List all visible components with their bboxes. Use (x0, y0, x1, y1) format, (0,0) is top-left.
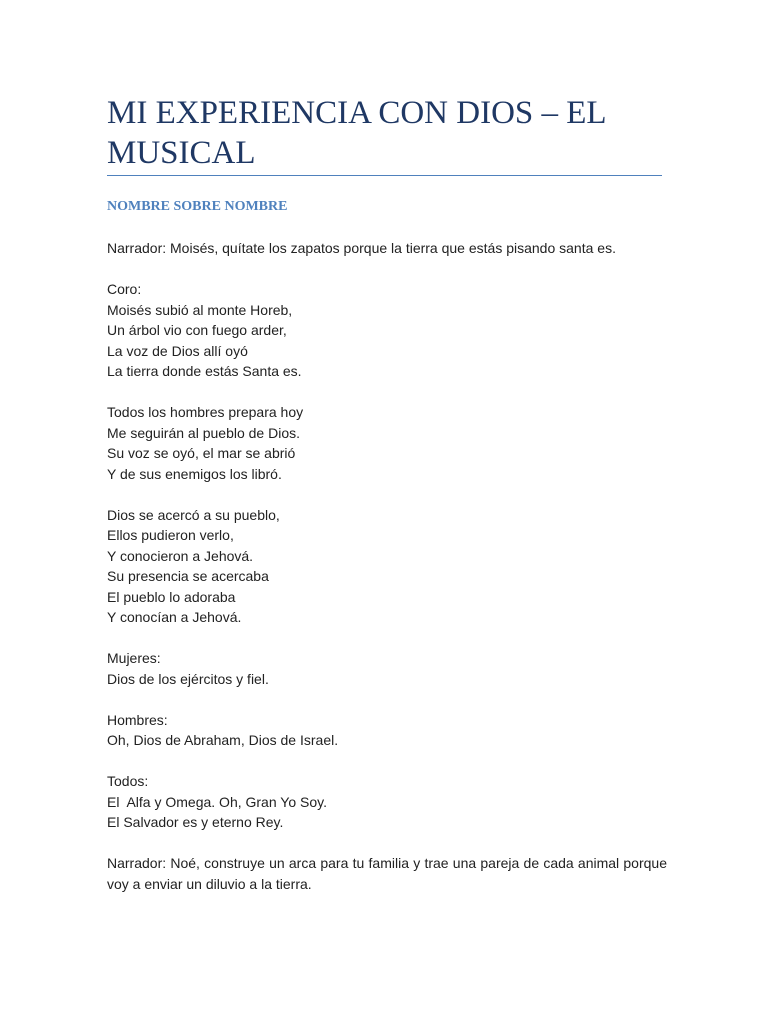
text-line: La tierra donde estás Santa es. (107, 363, 302, 379)
text-line: Su presencia se acercaba (107, 568, 269, 584)
paragraph-narrator-noah (107, 853, 667, 894)
text-line: Coro: (107, 281, 142, 297)
text-line: Mujeres: (107, 650, 161, 666)
text-line: Un árbol vio con fuego arder, (107, 322, 287, 338)
text-line: Narrador: Noé, construye un arca para tu familia y trae una pareja de cada animal porque voy a enviar un diluvio a la tierra. (107, 855, 667, 892)
text-line: Dios se acercó a su pueblo, (107, 506, 280, 523)
paragraph-narrator-moses (107, 238, 667, 259)
document-body (107, 238, 667, 915)
text-line: El pueblo lo adoraba (107, 588, 236, 605)
title-underline (107, 175, 662, 176)
text-line: Y conocieron a Jehová. (107, 547, 254, 564)
text-line: El Salvador es y eterno Rey. (107, 814, 284, 830)
text-line: Hombres: (107, 711, 168, 728)
text-line: El Alfa y Omega. Oh, Gran Yo Soy. (107, 793, 327, 810)
text-line: Todos: (107, 773, 149, 789)
paragraph-todos (107, 771, 667, 833)
paragraph-verse-2 (107, 402, 667, 484)
text-line: Oh, Dios de Abraham, Dios de Israel. (107, 732, 339, 748)
paragraph-coro (107, 279, 667, 382)
text-line: Me seguirán al pueblo de Dios. (107, 424, 301, 441)
paragraph-mujeres (107, 648, 667, 689)
section-heading: NOMBRE SOBRE NOMBRE (107, 199, 288, 214)
text-line: Moisés subió al monte Horeb, (107, 301, 293, 318)
text-line: Y de sus enemigos los libró. (107, 465, 282, 482)
text-line: Y conocían a Jehová. (107, 609, 242, 625)
document-title: MI EXPERIENCIA CON DIOS – EL MUSICAL (107, 95, 606, 171)
text-line: Narrador: Moisés, quítate los zapatos porque la tierra que estás pisando santa es. (107, 240, 616, 256)
text-line: Ellos pudieron verlo, (107, 527, 234, 543)
paragraph-verse-3 (107, 505, 667, 628)
text-line: Su voz se oyó, el mar se abrió (107, 445, 296, 461)
text-line: La voz de Dios allí oyó (107, 342, 248, 359)
paragraph-hombres (107, 710, 667, 751)
text-line: Todos los hombres prepara hoy (107, 404, 304, 420)
text-line: Dios de los ejércitos y fiel. (107, 670, 269, 687)
